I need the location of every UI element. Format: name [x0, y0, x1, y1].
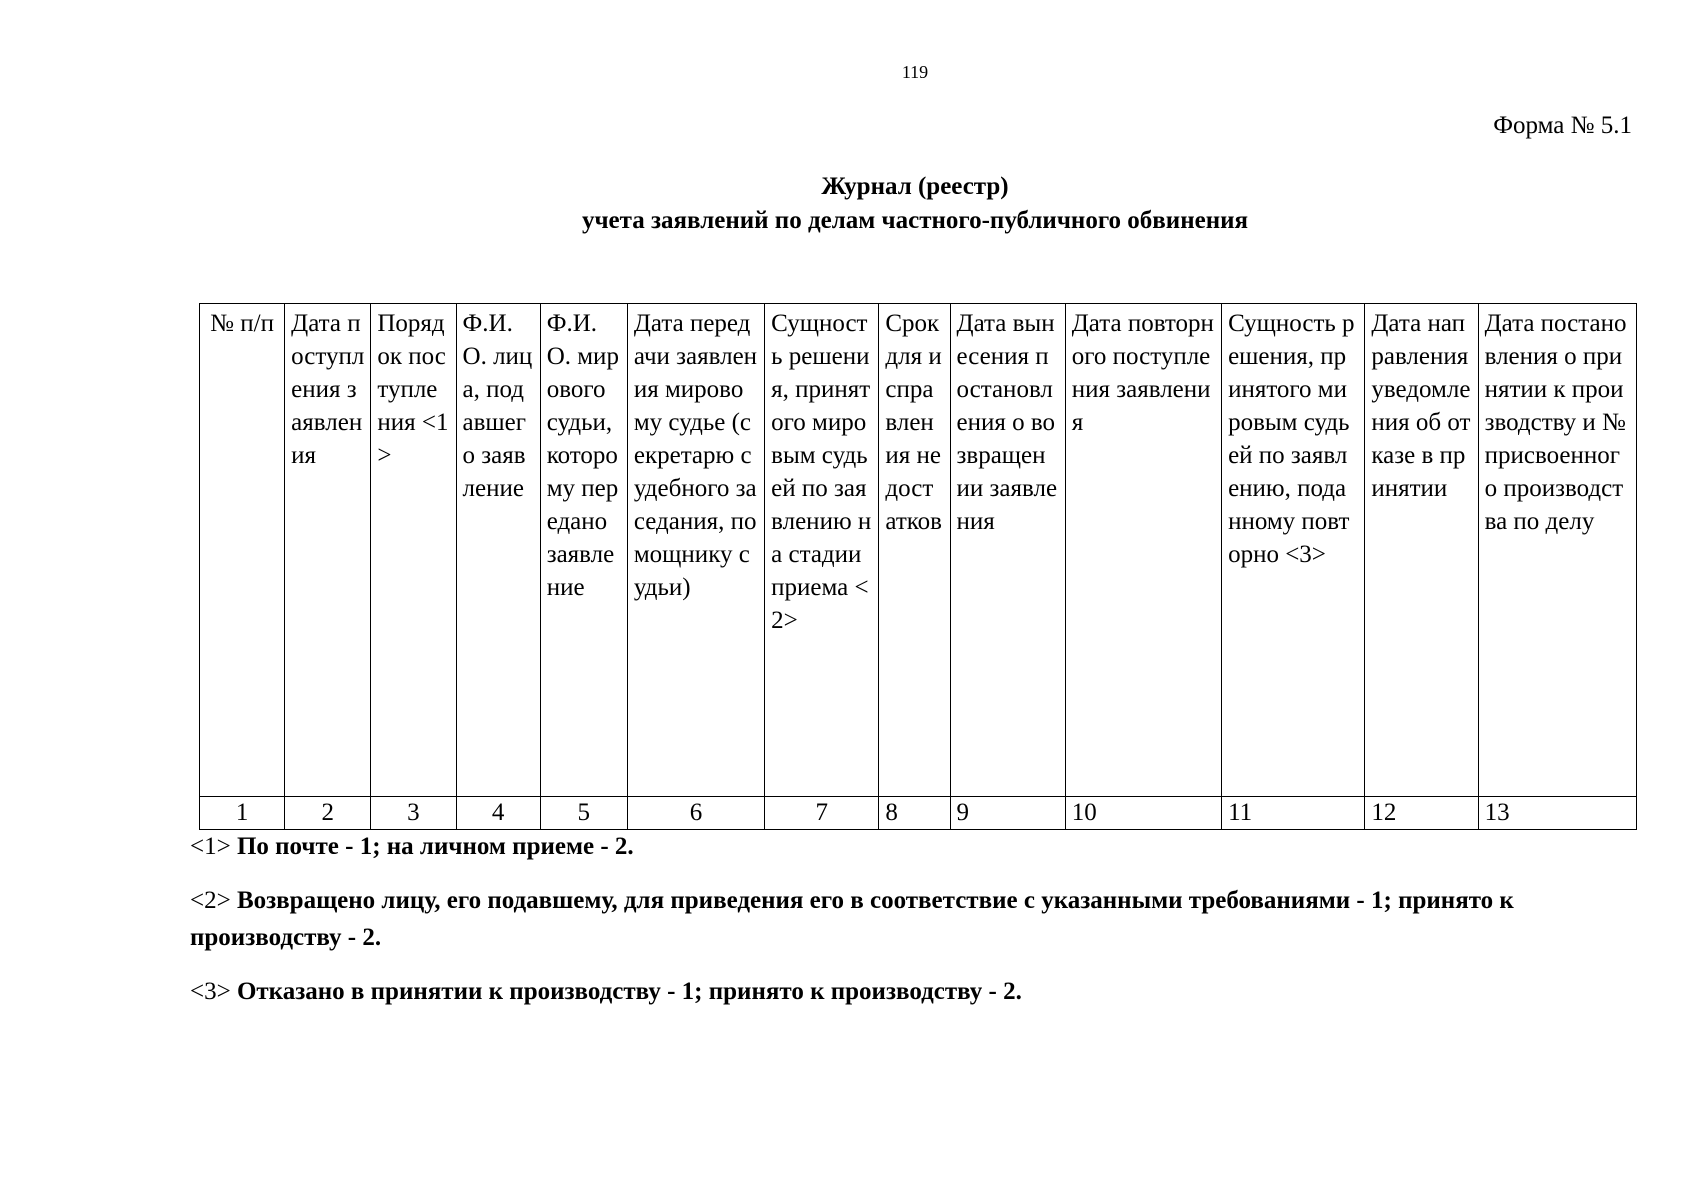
form-number: Форма № 5.1	[1493, 112, 1632, 139]
page-number: 119	[901, 62, 929, 82]
column-number: 11	[1222, 797, 1365, 830]
header-row	[200, 304, 1637, 797]
column-number: 8	[879, 797, 950, 830]
column-number: 12	[1365, 797, 1478, 830]
column-header-correction-deadline: Срок для исправления недостатков	[879, 304, 950, 797]
column-header-receipt-order: Порядок поступления <1>	[371, 304, 456, 797]
footnote-2	[190, 882, 1650, 956]
footnote-mark: <2>	[190, 887, 231, 914]
column-number: 10	[1065, 797, 1221, 830]
column-header-receipt-date: Дата поступления заявления	[285, 304, 371, 797]
column-header-transfer-date: Дата передачи заявления мировому судье (секретарю судебного заседания, помощнику судьи)	[627, 304, 764, 797]
column-number-row	[200, 797, 1637, 830]
column-number: 2	[285, 797, 371, 830]
footnote-text: Отказано в принятии к производству - 1; принято к производству - 2.	[236, 978, 1022, 1005]
column-header-number: № п/п	[200, 304, 285, 797]
footnote-mark: <3>	[190, 978, 231, 1005]
journal-table	[199, 303, 1637, 830]
footnotes	[190, 828, 1650, 1027]
title-line-1: Журнал (реестр)	[821, 173, 1009, 200]
column-number: 13	[1478, 797, 1636, 830]
column-header-acceptance-order: Дата постановления о принятии к производству и № присвоенного производства по делу	[1478, 304, 1636, 797]
column-header-decision-at-intake: Сущность решения, принятого мировым судьей по заявлению на стадии приема <2>	[765, 304, 879, 797]
footnote-text: По почте - 1; на личном приеме - 2.	[236, 833, 634, 860]
column-number: 6	[627, 797, 764, 830]
column-number: 4	[456, 797, 540, 830]
footnote-1	[190, 828, 1650, 865]
document-title	[0, 170, 1698, 238]
column-number: 7	[765, 797, 879, 830]
column-header-resubmission-decision: Сущность решения, принятого мировым судьей по заявлению, поданному повторно <3>	[1222, 304, 1365, 797]
column-number: 3	[371, 797, 456, 830]
column-header-resubmission-date: Дата повторного поступления заявления	[1065, 304, 1221, 797]
column-number: 9	[950, 797, 1065, 830]
column-header-judge-name: Ф.И.О. мирового судьи, которому передано заявление	[540, 304, 627, 797]
title-line-2: учета заявлений по делам частного-публичного обвинения	[581, 207, 1249, 234]
footnote-mark: <1>	[190, 833, 231, 860]
footnote-text: Возвращено лицу, его подавшему, для приведения его в соответствие с указанными требованиями - 1; принято к производству - 2.	[190, 887, 1514, 951]
column-number: 1	[200, 797, 285, 830]
footnote-3	[190, 973, 1650, 1010]
column-header-return-order-date: Дата вынесения постановления о возвращении заявления	[950, 304, 1065, 797]
column-header-refusal-notice-date: Дата направления уведомления об отказе в принятии	[1365, 304, 1478, 797]
column-header-applicant-name: Ф.И.О. лица, подавшего заявление	[456, 304, 540, 797]
column-number: 5	[540, 797, 627, 830]
